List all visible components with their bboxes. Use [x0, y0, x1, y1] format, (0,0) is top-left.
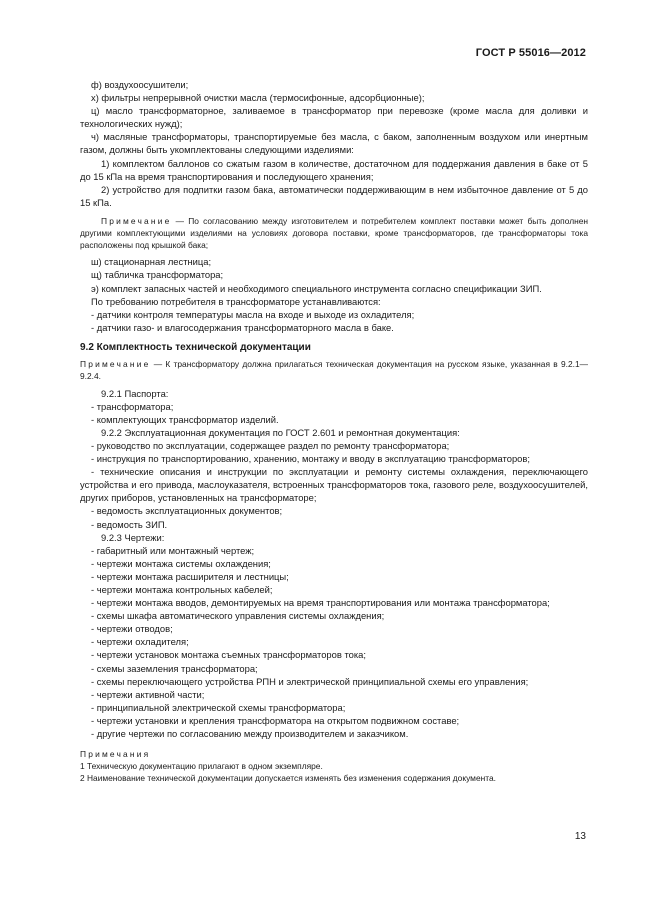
- list-item: - чертежи монтажа расширителя и лестницы;: [91, 570, 289, 582]
- list-item: - схемы переключающего устройства РПН и электрической принципиальной схемы его управления;: [91, 675, 529, 687]
- notes-label: [80, 749, 588, 761]
- list-item: - габаритный или монтажный чертеж;: [91, 544, 255, 556]
- list-item: - принципиальной электрической схемы трансформатора;: [91, 701, 346, 713]
- list-item: ц) масло трансформаторное, заливаемое в трансформатор при перевозке (кроме масла для доливки и технологических нужд);: [80, 105, 588, 130]
- list-item: - схемы заземления трансформатора;: [91, 662, 258, 674]
- list-item: - другие чертежи по согласованию между производителем и заказчиком.: [91, 728, 409, 740]
- list-item: - руководство по эксплуатации, содержащее раздел по ремонту трансформатора;: [91, 439, 450, 451]
- section-heading: 9.2 Комплектность технической документации: [80, 341, 311, 353]
- list-item: - схемы шкафа автоматического управления системы охлаждения;: [91, 610, 385, 622]
- list-item: 9.2.1 Паспорта:: [101, 387, 169, 399]
- doc-code: ГОСТ Р 55016—2012: [475, 47, 586, 59]
- list-item: - датчики контроля температуры масла на входе и выходе из охладителя;: [91, 308, 415, 320]
- list-item: - инструкция по транспортированию, хранению, монтажу и вводу в эксплуатацию трансформаторов;: [91, 453, 530, 465]
- spacer: [80, 209, 588, 212]
- list-item: - ведомость ЗИП.: [91, 518, 168, 530]
- spacer: [80, 740, 588, 743]
- list-item: щ) табличка трансформатора;: [91, 269, 224, 281]
- note-item: 2 Наименование технической документации допускается изменять без изменения содержания документа.: [80, 772, 496, 783]
- list-item: э) комплект запасных частей и необходимого специального инструмента согласно спецификации ЗИП.: [91, 282, 542, 294]
- list-item: ф) воздухоосушители;: [91, 79, 189, 90]
- list-item: ч) масляные трансформаторы, транспортируемые без масла, с баком, заполненным воздухом или инертным газом, должны быть укомплектованы следующими изделиями:: [80, 131, 588, 156]
- list-item: 9.2.2 Эксплуатационная документация по ГОСТ 2.601 и ремонтная документация:: [101, 426, 460, 438]
- page-number: 13: [574, 831, 586, 842]
- list-item: - трансформатора;: [91, 400, 174, 412]
- list-item: 9.2.3 Чертежи:: [101, 531, 165, 543]
- note-text: — По согласованию между изготовителем и потребителем комплект поставки может быть дополнен другими комплектующими изделиями на условиях договора поставки, кроме трансформаторов, где трансформаторы тока расположены под крышкой бака;: [80, 215, 588, 250]
- list-item: - чертежи установки и крепления трансформатора на открытом подвижном составе;: [91, 714, 460, 726]
- list-item: - чертежи охладителя;: [91, 636, 189, 648]
- list-item: - чертежи установок монтажа съемных трансформаторов тока;: [91, 649, 366, 661]
- list-item: - ведомость эксплуатационных документов;: [91, 505, 283, 517]
- list-item: х) фильтры непрерывной очистки масла (термосифонные, адсорбционные);: [91, 92, 425, 104]
- list-item: - чертежи монтажа вводов, демонтируемых на время транспортирования или монтажа трансформатора;: [91, 597, 550, 609]
- list-item: - чертежи отводов;: [91, 623, 173, 635]
- note: [80, 216, 588, 251]
- list-item: - датчики газо- и влагосодержания трансформаторного масла в баке.: [91, 321, 394, 333]
- list-item: 2) устройство для подпитки газом бака, автоматически поддерживающим в нем избыточное давление от 5 до 15 кПа.: [80, 183, 588, 208]
- note: [80, 359, 588, 383]
- document-body: [80, 78, 588, 785]
- notes-heading: Примечания: [80, 749, 151, 760]
- list-item: - чертежи монтажа контрольных кабелей;: [91, 583, 273, 595]
- list-item: - технические описания и инструкции по эксплуатации и ремонту системы охлаждения, переключающего устройства и его привода, маслоуказателя, встроенных трансформаторов тока, газового реле, воздухоосушителей, других приборов, установленных на трансформаторе;: [80, 466, 588, 504]
- note-item: 1 Техническую документацию прилагают в одном экземпляре.: [80, 760, 323, 771]
- list-item: По требованию потребителя в трансформаторе устанавливаются:: [91, 295, 381, 307]
- list-item: - чертежи активной части;: [91, 688, 205, 700]
- list-item: 1) комплектом баллонов со сжатым газом в количестве, достаточном для поддержания давления в баке от 5 до 15 кПа на время транспортирования и последующего хранения;: [80, 157, 588, 182]
- list-item: - комплектующих трансформатор изделий.: [91, 413, 279, 425]
- list-item: ш) стационарная лестница;: [91, 256, 212, 268]
- note-label: Примечание: [80, 358, 151, 369]
- note-label: Примечание: [101, 215, 172, 226]
- note-text: — К трансформатору должна прилагаться техническая документация на русском языке, указанная в 9.2.1—9.2.4.: [80, 358, 588, 381]
- list-item: - чертежи монтажа системы охлаждения;: [91, 557, 271, 569]
